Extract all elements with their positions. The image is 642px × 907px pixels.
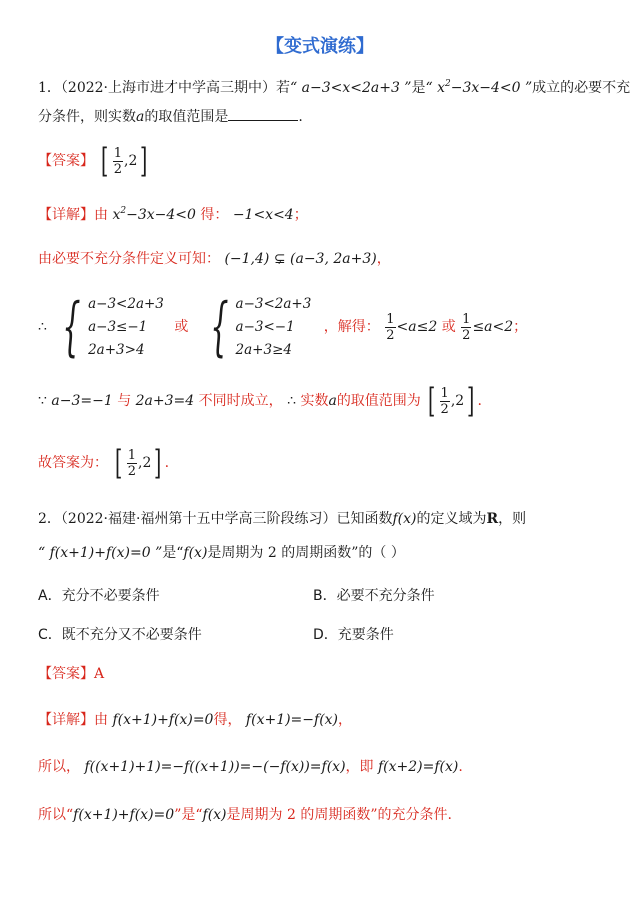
punct: ；: [293, 207, 308, 223]
period: .: [164, 455, 170, 471]
question-2-line-1: [38, 512, 526, 526]
answer-1: [38, 141, 151, 181]
detail-1-conclusion: [38, 381, 482, 421]
option-d[interactable]: D．充要条件: [313, 627, 394, 643]
question-1-line-1: [38, 80, 630, 95]
detail-text: 的取值范围为: [336, 393, 421, 409]
connector-text: 是: [162, 545, 177, 561]
detail-result: −1<x<4: [232, 207, 294, 223]
because-symbol: ∵: [38, 393, 47, 409]
or-text: 或: [441, 319, 456, 335]
solution-2: ≤a<2: [472, 319, 514, 335]
function-f: f(x): [202, 807, 227, 823]
question-text: ，则: [498, 511, 527, 527]
and-text: 与: [117, 393, 132, 409]
detail-1-line-2: [38, 252, 391, 266]
detail-1-systems: [38, 290, 528, 364]
detail-text: ”是“: [174, 807, 203, 823]
punct: ，: [376, 251, 391, 267]
detail-text: 所以“: [38, 807, 74, 823]
equation: a−3=−1: [51, 393, 113, 409]
real-set: R: [486, 511, 499, 527]
answer-value: A: [94, 666, 105, 682]
detail-2-line-3: [38, 808, 452, 822]
condition-1: “ a−3<x<2a+3 ”: [290, 80, 412, 96]
detail-text: 不同时成立，: [198, 393, 283, 409]
question-text: 的取值范围是: [144, 109, 229, 125]
variable-a: a: [136, 109, 145, 125]
answer-blank: [228, 106, 298, 121]
therefore-symbol: ∴: [287, 393, 296, 409]
range-interval: [ $\frac{1}{2}$ ,2 ]: [428, 381, 475, 421]
detail-1-line-1: 【详解】由 $x^2-3x-4<0$ 得： −1<x<4；: [38, 206, 308, 223]
set-1: (−1,4): [224, 251, 270, 267]
equation: f(x+2)=f(x): [377, 759, 459, 775]
solution-1: <a≤2: [396, 319, 438, 335]
equation: f(x+1)=−f(x): [245, 712, 339, 728]
final-interval: [ $\frac{1}{2}$ ,2 ]: [115, 443, 162, 483]
question-text: 的定义域为: [416, 511, 487, 527]
function-f: f(x): [183, 545, 208, 561]
equation: f(x+1)+f(x)=0: [112, 712, 214, 728]
section-title: 【变式演练】: [266, 36, 374, 57]
final-label: 故答案为：: [38, 455, 108, 471]
question-2-line-2: “ f(x+1)+f(x)=0 ”是“f(x)是周期为 2 的周期函数”的（ ）: [38, 545, 405, 561]
question-source: （2022·福建·福州第十五中学高三阶段练习）已知函数: [60, 511, 393, 527]
period: .: [298, 109, 303, 125]
detail-label: 【详解】: [38, 207, 94, 223]
equation: 2a+3=4: [135, 393, 195, 409]
inequality-system-1: { a−3<2a+3 a−3≤−1 2a+3>4: [62, 290, 164, 364]
punct: ；: [513, 319, 528, 335]
period: .: [447, 807, 452, 823]
detail-2-line-1: [38, 713, 352, 727]
detail-text: 由: [94, 207, 108, 223]
detail-label: 【详解】: [38, 712, 94, 728]
question-text: 是周期为 2 的周期函数”的（ ）: [207, 545, 405, 561]
answer-2: [38, 667, 104, 681]
question-number: 1．: [38, 80, 61, 96]
function-f: f(x): [392, 511, 417, 527]
therefore-symbol: ∴: [38, 319, 47, 335]
detail-text: 由: [94, 712, 108, 728]
equation: f(x+1)+f(x)=0: [73, 807, 175, 823]
answer-label: 【答案】: [38, 153, 94, 169]
variable-a: a: [328, 393, 337, 409]
detail-text: 是周期为 2 的周期函数”的充分条件: [226, 807, 448, 823]
question-text: 分条件，则实数: [38, 109, 136, 125]
condition-2: “ $x^2-3x-4<0$ ”: [425, 79, 533, 96]
solution-fraction-2: $\frac{1}{2}$: [462, 311, 471, 343]
period: .: [458, 759, 463, 775]
equation: f((x+1)+1)=−f((x+1))=−(−f(x))=f(x): [84, 759, 346, 775]
set-2: (a−3, 2a+3): [290, 251, 377, 267]
punct: ，: [338, 712, 353, 728]
detail-text: 由必要不充分条件定义可知：: [38, 251, 220, 267]
inequality-system-2: { a−3<2a+3 a−3<−1 2a+3≥4: [210, 290, 312, 364]
detail-text: 得：: [200, 207, 229, 223]
option-b[interactable]: B．必要不充分条件: [313, 588, 435, 604]
solve-text: ，解得：: [323, 319, 380, 335]
answer-label: 【答案】: [38, 666, 94, 682]
question-source: （2022·上海市进才中学高三期中）若: [60, 80, 291, 96]
final-answer-1: [38, 443, 170, 483]
detail-2-line-2: [38, 760, 463, 774]
connector-text: 是: [411, 80, 426, 96]
detail-text: ，即: [345, 759, 374, 775]
answer-interval: [ $\frac{1}{2}$ ,2 ]: [101, 141, 148, 181]
option-c[interactable]: C．既不充分又不必要条件: [38, 627, 202, 643]
question-1-line-2: [38, 106, 303, 124]
subset-symbol: ⊊: [273, 251, 286, 267]
detail-text: 所以，: [38, 759, 80, 775]
solution-fraction-1: $\frac{1}{2}$: [386, 311, 395, 343]
question-tail: 成立的必要不充: [532, 80, 631, 96]
or-text: 或: [174, 319, 189, 335]
detail-text: 得，: [213, 712, 242, 728]
period: .: [477, 393, 482, 409]
question-number: 2．: [38, 511, 61, 527]
condition: “ f(x+1)+f(x)=0 ”: [38, 545, 163, 561]
option-a[interactable]: A．充分不必要条件: [38, 588, 160, 604]
detail-text: 实数: [300, 393, 329, 409]
